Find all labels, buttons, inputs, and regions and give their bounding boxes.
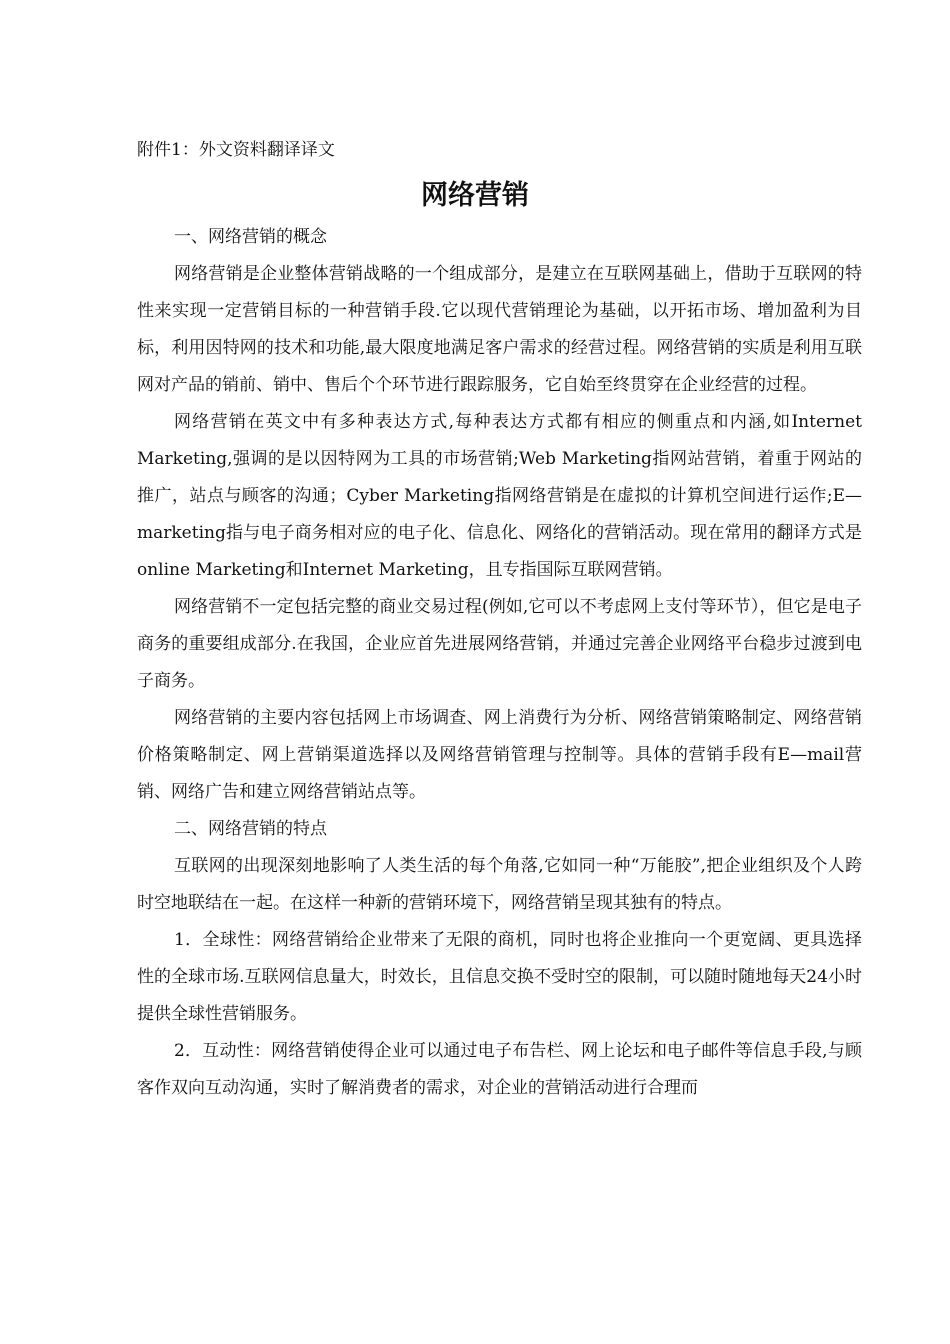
body-paragraph: 2．互动性：网络营销使得企业可以通过电子布告栏、网上论坛和电子邮件等信息手段,与顾客作双向互动沟通，实时了解消费者的需求，对企业的营销活动进行合理而 <box>137 1041 862 1098</box>
body-paragraph: 网络营销不一定包括完整的商业交易过程(例如,它可以不考虑网上支付等环节），但它是电子商务的重要组成部分.在我国，企业应首先进展网络营销，并通过完善企业网络平台稳步过渡到电子商务。 <box>137 597 862 691</box>
attachment-label: 附件1：外文资料翻译译文 <box>137 140 335 160</box>
body-paragraph: 互联网的出现深刻地影响了人类生活的每个角落,它如同一种“万能胶”,把企业组织及个人跨时空地联结在一起。在这样一种新的营销环境下，网络营销呈现其独有的特点。 <box>137 856 862 913</box>
document-body <box>137 219 862 1107</box>
body-paragraph: 网络营销的主要内容包括网上市场调查、网上消费行为分析、网络营销策略制定、网络营销价格策略制定、网上营销渠道选择以及网络营销管理与控制等。具体的营销手段有E—mail营销、网络广告和建立网络营销站点等。 <box>137 708 862 802</box>
body-paragraph: 网络营销在英文中有多种表达方式,每种表达方式都有相应的侧重点和内涵,如Internet Marketing,强调的是以因特网为工具的市场营销;Web Marketing指网站营销，着重于网站的推广，站点与顾客的沟通；Cyber Marketing指网络营销是在虚拟的计算机空间进行运作;E—marketing指与电子商务相对应的电子化、信息化、网络化的营销活动。现在常用的翻译方式是online Marketing和Internet Marketing，且专指国际互联网营销。 <box>137 412 862 580</box>
section-heading-1: 一、网络营销的概念 <box>174 227 327 247</box>
section-heading-2: 二、网络营销的特点 <box>174 819 327 839</box>
document-title: 网络营销 <box>421 180 529 211</box>
body-paragraph: 1．全球性：网络营销给企业带来了无限的商机，同时也将企业推向一个更宽阔、更具选择性的全球市场.互联网信息量大，时效长，且信息交换不受时空的限制，可以随时随地每天24小时提供全球性营销服务。 <box>137 930 862 1024</box>
body-paragraph: 网络营销是企业整体营销战略的一个组成部分，是建立在互联网基础上，借助于互联网的特性来实现一定营销目标的一种营销手段.它以现代营销理论为基础，以开拓市场、增加盈利为目标，利用因特网的技术和功能,最大限度地满足客户需求的经营过程。网络营销的实质是利用互联网对产品的销前、销中、售后个个环节进行跟踪服务，它自始至终贯穿在企业经营的过程。 <box>137 264 862 395</box>
